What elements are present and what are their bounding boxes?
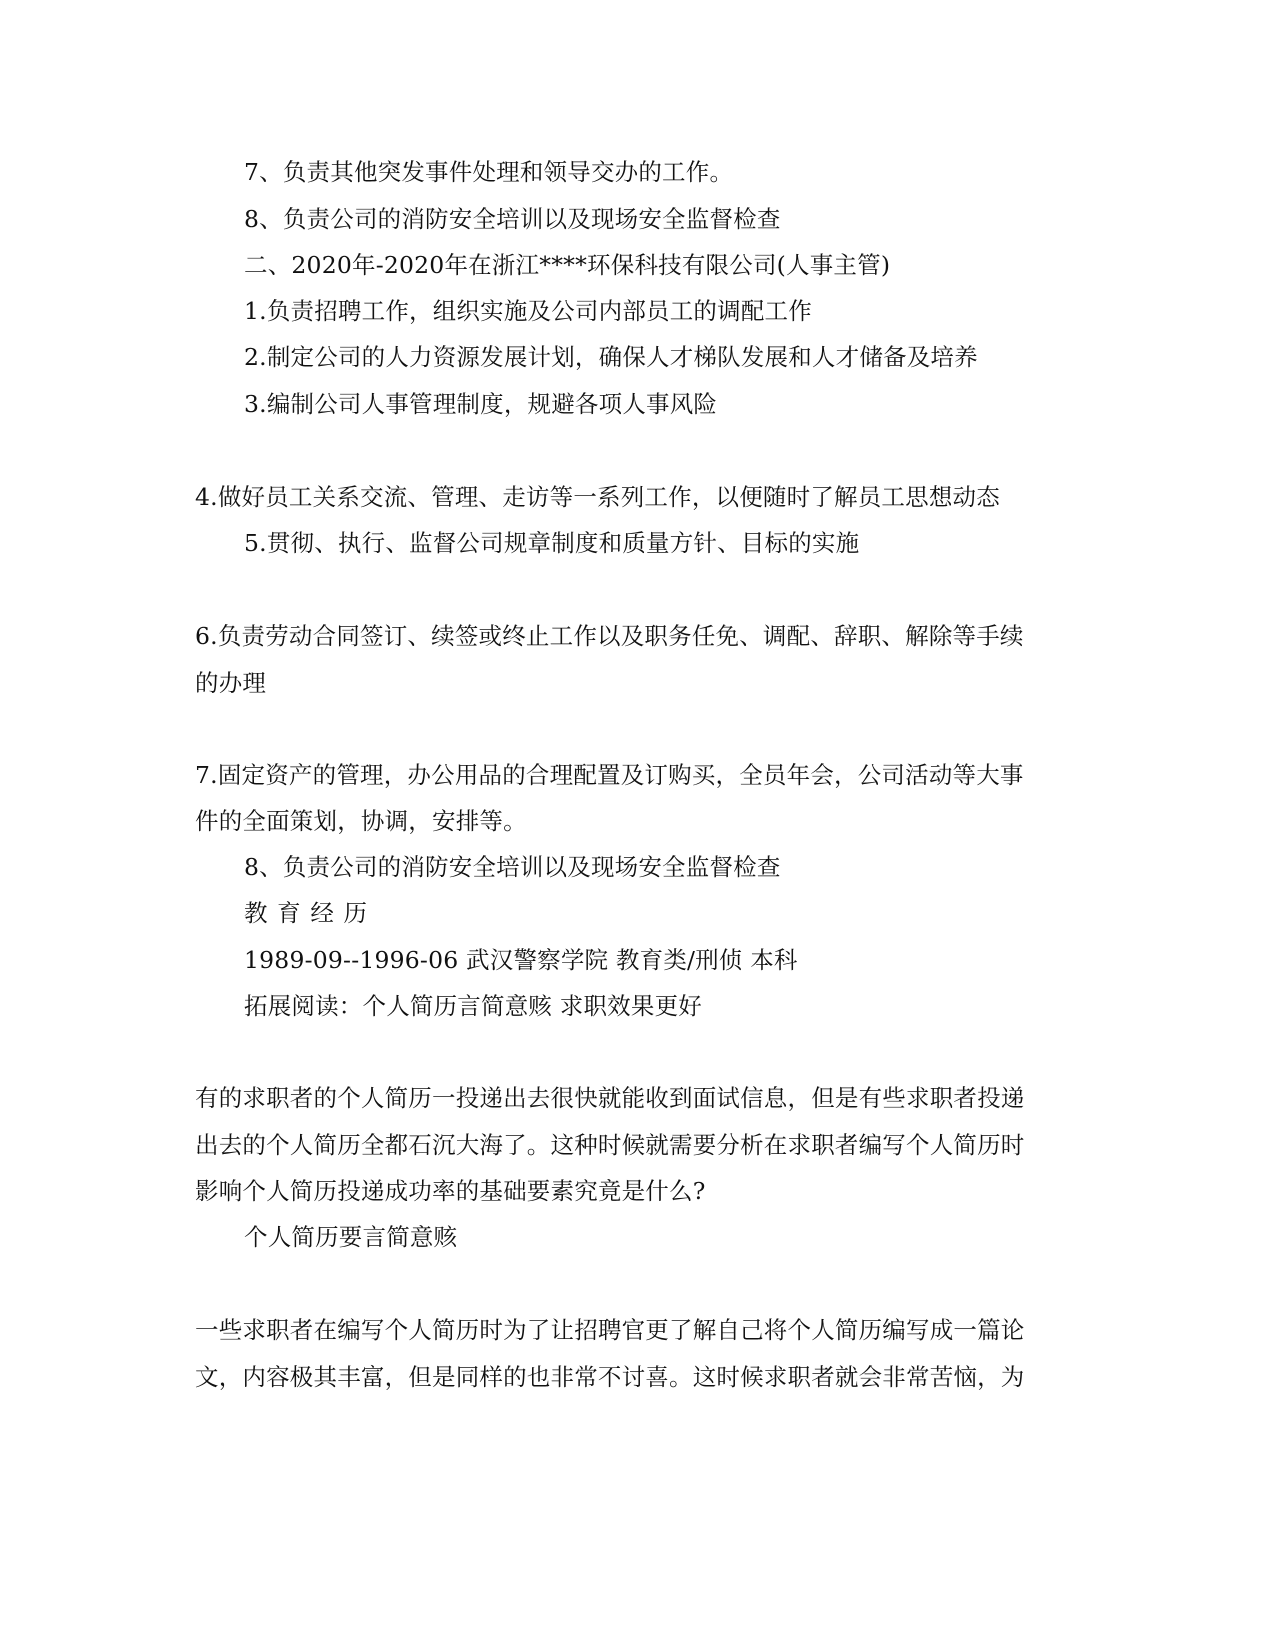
education-entry: 1989-09--1996-06 武汉警察学院 教育类/刑侦 本科 [244,946,798,974]
hr-duty-7-cont: 件的全面策划，协调，安排等。 [195,807,527,835]
duty-item-8: 8、负责公司的消防安全培训以及现场安全监督检查 [244,205,781,233]
extended-reading-title: 拓展阅读：个人简历言简意赅 求职效果更好 [244,992,702,1020]
article-paragraph-1-line-3: 影响个人简历投递成功率的基础要素究竟是什么? [195,1177,706,1205]
article-paragraph-1-line-2: 出去的个人简历全都石沉大海了。这种时候就需要分析在求职者编写个人简历时 [195,1131,1025,1159]
article-paragraph-1-line-1: 有的求职者的个人简历一投递出去很快就能收到面试信息，但是有些求职者投递 [195,1084,1025,1112]
article-subheading: 个人简历要言简意赅 [244,1223,458,1251]
hr-duty-3: 3.编制公司人事管理制度，规避各项人事风险 [244,390,718,418]
hr-duty-6-cont: 的办理 [195,669,267,697]
article-paragraph-2-line-2: 文，内容极其丰富，但是同样的也非常不讨喜。这时候求职者就会非常苦恼，为 [195,1363,1025,1391]
job-heading-2: 二、2020年-2020年在浙江****环保科技有限公司(人事主管) [244,251,891,279]
hr-duty-2: 2.制定公司的人力资源发展计划，确保人才梯队发展和人才储备及培养 [244,343,978,371]
duty-item-7: 7、负责其他突发事件处理和领导交办的工作。 [244,158,734,186]
hr-duty-4: 4.做好员工关系交流、管理、走访等一系列工作，以便随时了解员工思想动态 [195,483,1000,511]
hr-duty-5: 5.贯彻、执行、监督公司规章制度和质量方针、目标的实施 [244,529,860,557]
education-heading: 教 育 经 历 [244,899,369,927]
hr-duty-7: 7.固定资产的管理，办公用品的合理配置及订购买，全员年会，公司活动等大事 [195,761,1024,789]
hr-duty-6: 6.负责劳动合同签订、续签或终止工作以及职务任免、调配、辞职、解除等手续 [195,622,1024,650]
article-paragraph-2-line-1: 一些求职者在编写个人简历时为了让招聘官更了解自己将个人简历编写成一篇论 [195,1316,1025,1344]
hr-duty-8: 8、负责公司的消防安全培训以及现场安全监督检查 [244,853,781,881]
hr-duty-1: 1.负责招聘工作，组织实施及公司内部员工的调配工作 [244,297,812,325]
